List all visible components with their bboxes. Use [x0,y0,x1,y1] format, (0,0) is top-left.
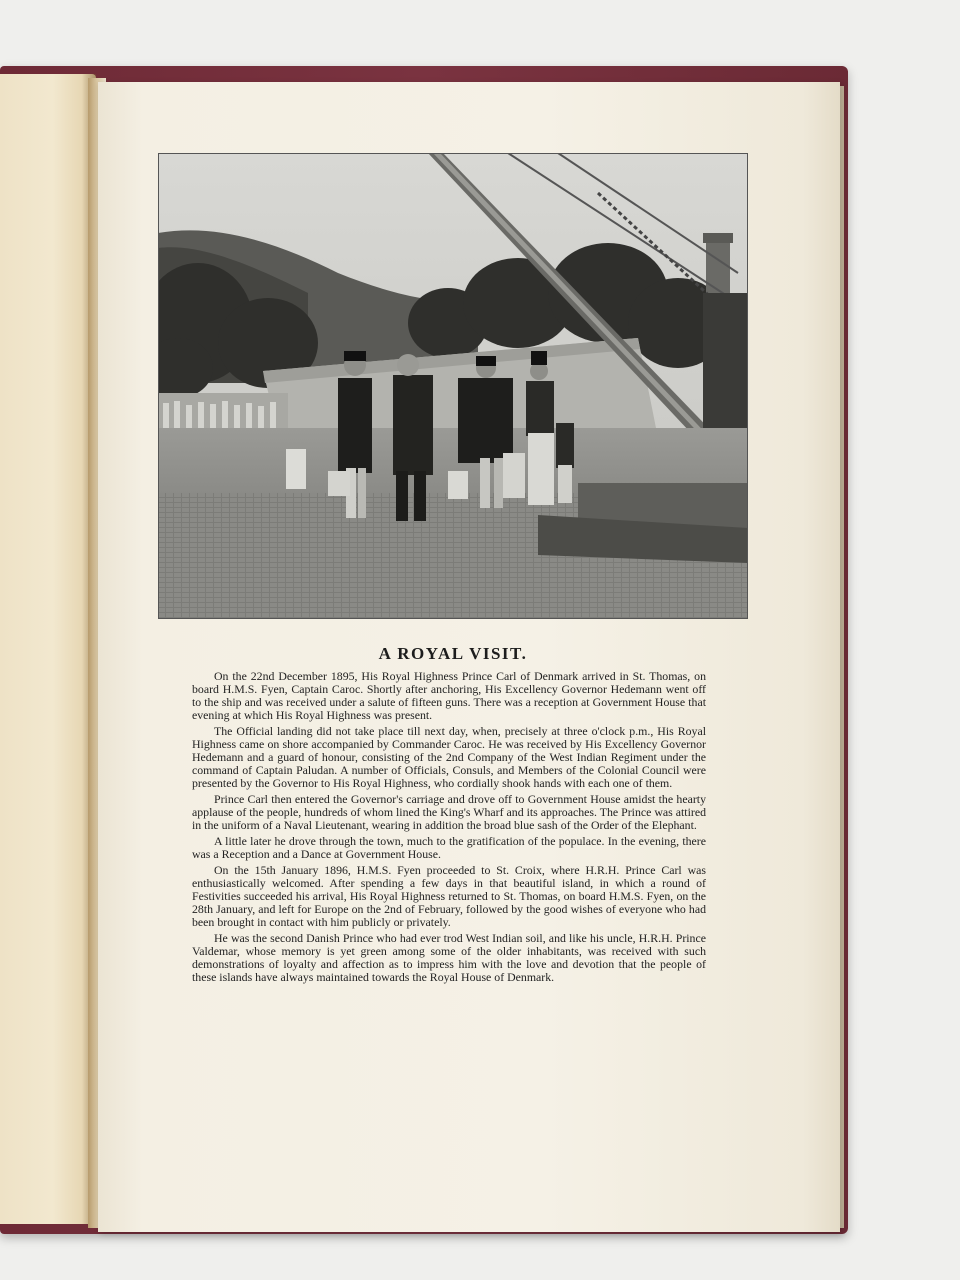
paragraph-4: A little later he drove through the town, much to the gratification of the populace. In the evening, there was a Reception and a Dance at Government House. [192,834,706,861]
article-body [192,670,706,987]
photograph-plate [158,153,748,619]
paragraph-1: On the 22nd December 1895, His Royal Highness Prince Carl of Denmark arrived in St. Thomas, on board H.M.S. Fyen, Captain Caroc. Shortly after anchoring, His Excellency Governor Hedemann went off to the ship and was received under a salute of fifteen guns. There was a reception at Government House that evening at which His Royal Highness was present. [192,669,706,722]
left-page [0,74,96,1224]
article-title: A ROYAL VISIT. [378,644,528,663]
paragraph-3: Prince Carl then entered the Governor's carriage and drove off to Government House amidst the hearty applause of the people, hundreds of whom lined the King's Wharf and its approaches. The Prince was attired in the uniform of a Naval Lieutenant, wearing in addition the broad blue sash of the Order of the Elephant. [192,792,706,832]
paragraph-2: The Official landing did not take place till next day, when, precisely at three o'clock p.m., His Royal Highness came on shore accompanied by Commander Caroc. He was received by His Excellency Governor Hedemann and a guard of honour, consisting of the 2nd Company of the West Indian Regiment under the command of Captain Paludan. A number of Officials, Consuls, and Members of the Colonial Council were presented by the Governor to His Royal Highness, who cordially shook hands with each one of them. [192,724,706,790]
paragraph-6: He was the second Danish Prince who had ever trod West Indian soil, and like his uncle, H.R.H. Prince Valdemar, whose memory is yet green among some of the older inhabitants, was received with such demonstrations of loyalty and affection as to impress him with the love and devotion that the people of these islands have always maintained towards the Royal House of Denmark. [192,931,706,984]
paragraph-5: On the 15th January 1896, H.M.S. Fyen proceeded to St. Croix, where H.R.H. Prince Carl was enthusiastically welcomed. After spending a few days in that beautiful island, in which a round of Festivities succeeded his arrival, His Royal Highness returned to St. Thomas, on board H.M.S. Fyen, on the 28th January, and left for Europe on the 2nd of February, followed by the good wishes of everyone who had been brought in contact with him publicly or privately. [192,863,706,929]
photograph-illustration [158,153,748,619]
